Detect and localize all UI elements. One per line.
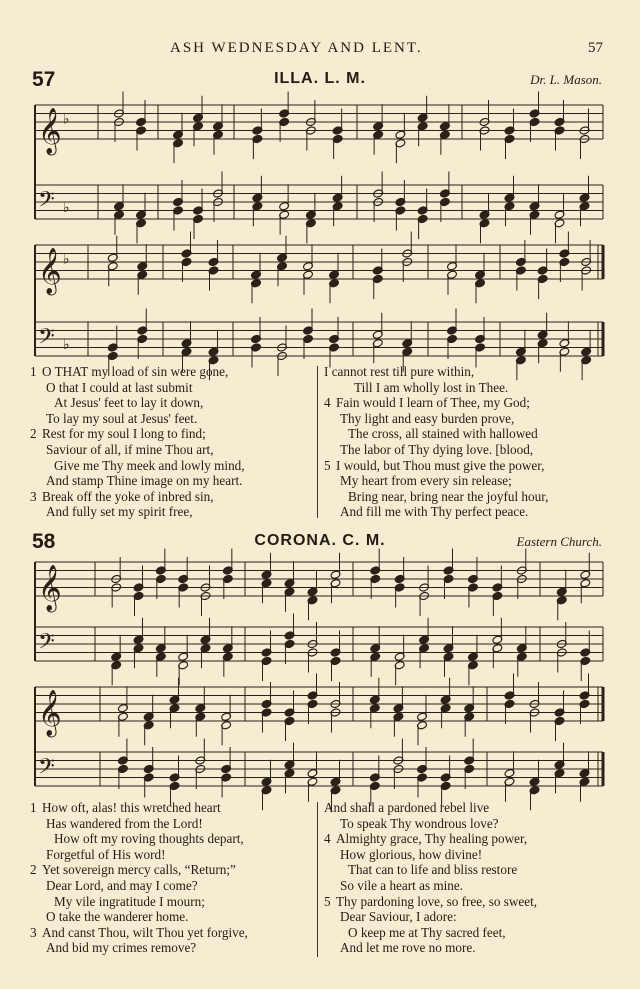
verse-line <box>30 878 315 894</box>
verses-left-column <box>30 800 315 956</box>
verse-text: How oft my roving thoughts depart, <box>54 831 244 847</box>
key-signature-flat-icon: ♭ <box>63 200 70 217</box>
hymn-number: 57 <box>32 68 56 91</box>
treble-clef-icon: 𝄞 <box>38 248 62 294</box>
verse-line <box>324 847 614 863</box>
verse-text: How glorious, how divine! <box>340 846 483 862</box>
verse-text: And fill me with Thy perfect peace. <box>340 504 529 520</box>
verse-number: 1 <box>30 800 37 815</box>
verse-text: And bid my crimes remove? <box>46 940 197 956</box>
verse-text: Thy pardoning love, so free, so sweet, <box>336 893 538 909</box>
verse-line <box>30 800 315 816</box>
bass-clef-icon: 𝄢 <box>38 324 55 355</box>
verse-number: 1 <box>30 364 37 379</box>
verse-line <box>30 925 315 941</box>
verse-line <box>30 831 315 847</box>
verse-text: Almighty grace, Thy healing power, <box>336 831 528 847</box>
verse-text: And stamp Thine image on my heart. <box>46 473 243 489</box>
bass-clef-icon: 𝄢 <box>38 754 55 785</box>
verse-text: Dear Saviour, I adore: <box>340 909 457 925</box>
treble-clef-icon: 𝄞 <box>38 108 62 154</box>
verse-line <box>30 816 315 832</box>
verse-text: O THAT my load of sin were gone, <box>42 364 229 379</box>
bass-clef-icon: 𝄢 <box>38 629 55 660</box>
key-signature-flat-icon: ♭ <box>63 111 70 128</box>
verse-number: 5 <box>324 457 331 473</box>
verse-text: To speak Thy wondrous love? <box>340 815 499 831</box>
verse-text: And fully set my spirit free, <box>46 504 193 520</box>
verse-line <box>30 862 315 878</box>
key-signature-flat-icon: ♭ <box>63 251 70 268</box>
verse-text: And let me rove no more. <box>340 940 476 956</box>
verse-line <box>324 878 614 894</box>
verse-text: I would, but Thou must give the power, <box>336 457 545 473</box>
key-signature-flat-icon: ♭ <box>63 337 70 354</box>
verse-text: Dear Lord, and may I come? <box>46 877 198 893</box>
hymn-number: 58 <box>32 530 56 553</box>
verse-text: The cross, all stained with hallowed <box>348 426 538 442</box>
verse-line <box>324 940 614 956</box>
column-divider <box>317 802 318 957</box>
verse-text: Give me Thy meek and lowly mind, <box>54 457 245 473</box>
verse-text: And shall a pardoned rebel live <box>324 800 490 815</box>
verse-line <box>324 816 614 832</box>
verse-text: Rest for my soul I long to find; <box>42 426 206 442</box>
verse-text: O take the wanderer home. <box>46 909 189 925</box>
verse-line <box>324 862 614 878</box>
verse-text: Yet sovereign mercy calls, “Return;” <box>42 862 236 878</box>
composer: Dr. L. Mason. <box>530 72 602 87</box>
composer: Eastern Church. <box>516 534 602 549</box>
verse-line <box>30 847 315 863</box>
running-title: ASH WEDNESDAY AND LENT. <box>170 40 423 56</box>
verse-text: O that I could at last submit <box>46 379 193 395</box>
verse-text: Fain would I learn of Thee, my God; <box>336 395 530 411</box>
treble-clef-icon: 𝄞 <box>38 690 62 736</box>
verse-text: Saviour of all, if mine Thou art, <box>46 441 214 457</box>
hymn-58-verses <box>0 800 640 965</box>
verse-text: Till I am wholly lost in Thee. <box>354 379 509 395</box>
verse-number: 4 <box>324 831 331 847</box>
tune-name: CORONA. C. M. <box>254 532 386 549</box>
page-number: 57 <box>588 40 603 56</box>
verses-right-column <box>324 800 614 956</box>
verse-line <box>324 925 614 941</box>
verse-text: That can to life and bliss restore <box>348 862 518 878</box>
verse-number: 4 <box>324 395 331 411</box>
verse-line <box>30 940 315 956</box>
verse-text: My vile ingratitude I mourn; <box>54 893 205 909</box>
treble-clef-icon: 𝄞 <box>38 565 62 611</box>
verse-line <box>30 909 315 925</box>
verse-text: How oft, alas! this wretched heart <box>42 800 221 815</box>
verse-text: And canst Thou, wilt Thou yet forgive, <box>42 924 248 940</box>
bass-clef-icon: 𝄢 <box>38 187 55 218</box>
verse-text: Thy light and easy burden prove, <box>340 410 515 426</box>
verse-line <box>324 800 614 816</box>
verse-text: O keep me at Thy sacred feet, <box>348 924 506 940</box>
verse-line <box>324 831 614 847</box>
verse-line <box>324 894 614 910</box>
verse-text: I cannot rest till pure within, <box>324 364 475 379</box>
verse-line <box>324 909 614 925</box>
verse-text: At Jesus' feet to lay it down, <box>54 395 204 411</box>
verse-number: 2 <box>30 862 37 878</box>
verse-text: To lay my soul at Jesus' feet. <box>46 410 198 426</box>
verse-number: 3 <box>30 924 37 940</box>
verse-number: 2 <box>30 426 37 442</box>
verse-number: 5 <box>324 893 331 909</box>
tune-name: ILLA. L. M. <box>274 70 366 87</box>
verse-text: Forgetful of His word! <box>46 846 166 862</box>
verse-text: Has wandered from the Lord! <box>46 815 203 831</box>
verse-text: My heart from every sin release; <box>340 473 512 489</box>
verse-text: So vile a heart as mine. <box>340 877 464 893</box>
verse-number: 3 <box>30 488 37 504</box>
verse-line <box>30 894 315 910</box>
verse-text: The labor of Thy dying love. [blood, <box>340 441 534 457</box>
verse-text: Bring near, bring near the joyful hour, <box>348 488 549 504</box>
verse-text: Break off the yoke of inbred sin, <box>42 488 214 504</box>
